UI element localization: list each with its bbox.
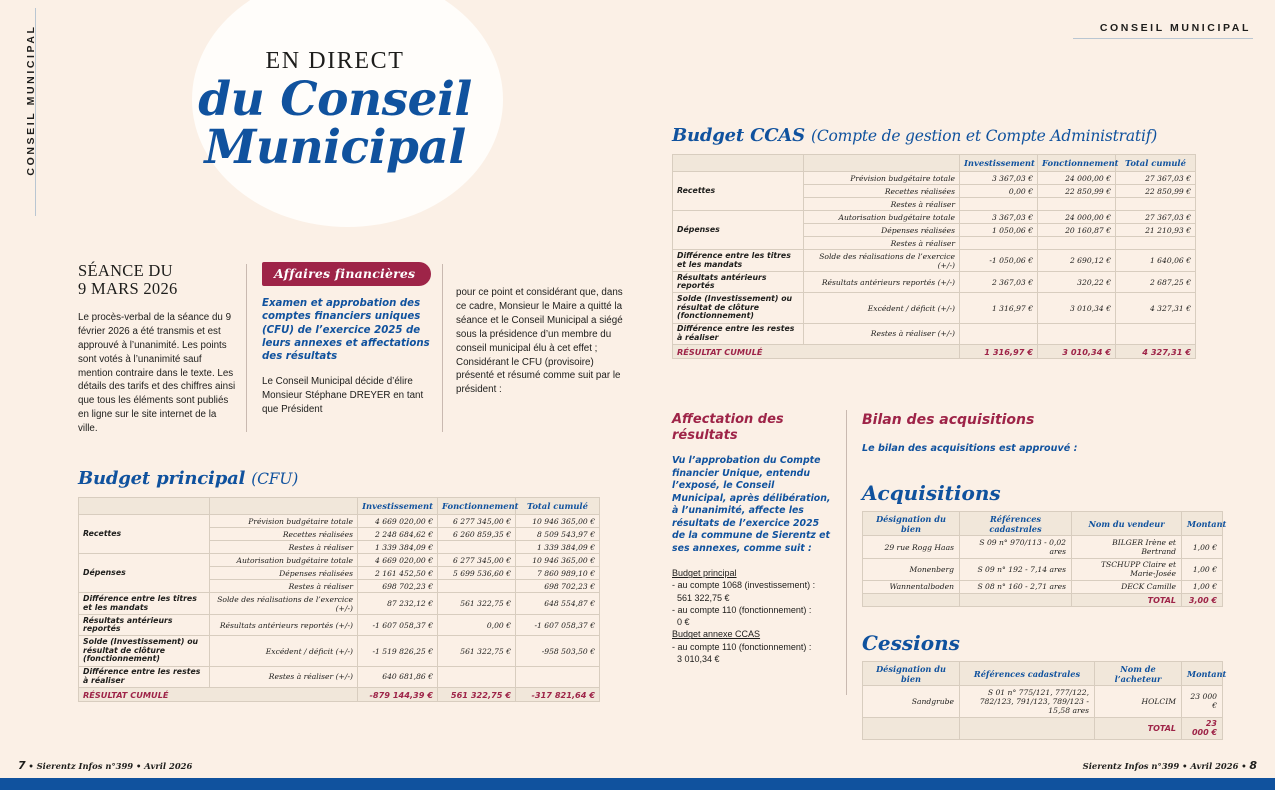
cell-fonc: 24 000,00 € xyxy=(1038,211,1116,224)
cell-tot: 27 367,03 € xyxy=(1116,172,1196,185)
cell-inv: 1 339 384,09 € xyxy=(358,541,438,554)
cell-fonc xyxy=(438,666,516,687)
cell-bien: Monenberg xyxy=(863,558,960,580)
row-description: Dépenses réalisées xyxy=(210,567,358,580)
cell-fonc: 3 010,34 € xyxy=(1038,293,1116,323)
hero-kicker: EN DIRECT xyxy=(265,48,405,74)
table-row xyxy=(863,686,1223,717)
table-header-row xyxy=(673,155,1196,172)
budget-principal-heading xyxy=(78,468,603,489)
table-total-row xyxy=(79,688,600,702)
cell-inv: 3 367,03 € xyxy=(960,172,1038,185)
cell-ref: S 09 n° 970/113 - 0,02 ares xyxy=(960,536,1072,558)
budget-principal-section xyxy=(78,468,603,702)
top-right-rubric xyxy=(1073,22,1253,39)
footer-bar xyxy=(0,778,1275,790)
bilan-heading: Bilan des acquisitions xyxy=(862,412,1035,428)
table-row xyxy=(79,515,600,528)
cell-inv xyxy=(960,198,1038,211)
acquisitions-table xyxy=(862,511,1227,607)
table-row xyxy=(79,554,600,567)
cell-tot: 8 509 543,97 € xyxy=(516,528,600,541)
cell-tot: 21 210,93 € xyxy=(1116,224,1196,237)
column-header-4: Fonctionnement xyxy=(1038,155,1116,172)
total-label: RÉSULTAT CUMULÉ xyxy=(673,345,960,359)
cell-tot: 4 327,31 € xyxy=(1116,293,1196,323)
continuation-body: pour ce point et considérant que, dans ce cadre, Monsieur le Maire a quitté la séance et le Conseil Municipal a siégé sous la présidence d’un membre du conseil municipal élu à cet effet ; Considérant le CFU (provisoire) présenté et résumé comme suit par le président : xyxy=(456,287,623,396)
total-label: RÉSULTAT CUMULÉ xyxy=(79,688,358,702)
row-group-label: Dépenses xyxy=(673,211,804,250)
footer-right-page: 8 xyxy=(1249,759,1257,772)
table-row xyxy=(673,172,1196,185)
cell-tot: 1 339 384,09 € xyxy=(516,541,600,554)
hero-title-line1: du Conseil xyxy=(198,72,472,127)
table-row xyxy=(79,666,600,687)
cell-fonc: 2 690,12 € xyxy=(1038,250,1116,272)
total-label: TOTAL xyxy=(1072,594,1182,607)
table-row xyxy=(673,211,1196,224)
cell-tot xyxy=(516,666,600,687)
intro-col-affaires xyxy=(262,262,434,417)
column-header-3: Nom de l’acheteur xyxy=(1095,662,1182,686)
column-header-5: Total cumulé xyxy=(516,498,600,515)
cell-inv: 3 367,03 € xyxy=(960,211,1038,224)
cell-fonc xyxy=(1038,198,1116,211)
row-group-label: Différence entre les restes à réaliser xyxy=(79,666,210,687)
row-description: Solde des réalisations de l’exercice (+/-) xyxy=(804,250,960,272)
table-row xyxy=(673,293,1196,323)
affectation-block2-line1: - au compte 110 (fonctionnement) : xyxy=(672,641,812,652)
cell-inv: 4 669 020,00 € xyxy=(358,554,438,567)
affectation-divider xyxy=(846,410,847,695)
column-header-3: Investissement xyxy=(960,155,1038,172)
cell-fonc: 6 260 859,35 € xyxy=(438,528,516,541)
budget-ccas-table xyxy=(672,154,1196,359)
cell-fonc: 561 322,75 € xyxy=(438,636,516,666)
column-header-1 xyxy=(673,155,804,172)
row-description: Restes à réaliser xyxy=(210,580,358,593)
affectation-section xyxy=(672,412,832,665)
top-rubric-label: CONSEIL MUNICIPAL xyxy=(1099,22,1251,34)
cell-tot: 7 860 989,10 € xyxy=(516,567,600,580)
row-description: Restes à réaliser xyxy=(804,198,960,211)
bilan-lead: Le bilan des acquisitions est approuvé : xyxy=(862,442,1078,454)
table-header-row xyxy=(79,498,600,515)
column-header-2: Références cadastrales xyxy=(960,512,1072,536)
row-description: Dépenses réalisées xyxy=(804,224,960,237)
intro-col-seance xyxy=(78,262,238,436)
cell-ref: S 09 n° 192 - 7,14 ares xyxy=(960,558,1072,580)
row-description: Autorisation budgétaire totale xyxy=(210,554,358,567)
affaires-body: Le Conseil Municipal décide d’élire Monsieur Stéphane DREYER en tant que Président xyxy=(262,376,424,416)
cell-inv: -1 519 826,25 € xyxy=(358,636,438,666)
row-description: Restes à réaliser xyxy=(804,237,960,250)
table-header-row xyxy=(863,512,1223,536)
cell-montant: 1,00 € xyxy=(1182,536,1223,558)
total-empty-2 xyxy=(960,594,1072,607)
table-row xyxy=(863,580,1223,593)
total-value-1: -879 144,39 € xyxy=(358,688,438,702)
cell-inv: 1 050,06 € xyxy=(960,224,1038,237)
row-group-label: Différence entre les titres et les mandats xyxy=(673,250,804,272)
cell-inv: 2 161 452,50 € xyxy=(358,567,438,580)
cell-tot: 10 946 365,00 € xyxy=(516,515,600,528)
cell-inv: 640 681,86 € xyxy=(358,666,438,687)
cell-tot: 10 946 365,00 € xyxy=(516,554,600,567)
cell-nom: DECK Camille xyxy=(1072,580,1182,593)
intro-col-continuation xyxy=(456,262,626,397)
cell-fonc: 561 322,75 € xyxy=(438,593,516,615)
affectation-block2-title: Budget annexe CCAS xyxy=(672,629,761,640)
row-group-label: Dépenses xyxy=(79,554,210,593)
column-header-4: Fonctionnement xyxy=(438,498,516,515)
column-header-3: Investissement xyxy=(358,498,438,515)
top-rubric-rule xyxy=(1073,38,1253,39)
affectation-block2-line2: 3 010,34 € xyxy=(677,653,720,664)
cell-inv: 698 702,23 € xyxy=(358,580,438,593)
footer-left-page: 7 xyxy=(18,759,26,772)
cell-inv: 4 669 020,00 € xyxy=(358,515,438,528)
affectation-block1-title: Budget principal xyxy=(672,568,737,579)
cell-inv: -1 607 058,37 € xyxy=(358,615,438,636)
table-row xyxy=(673,272,1196,293)
intro-divider-2 xyxy=(442,264,443,432)
row-description: Résultats antérieurs reportés (+/-) xyxy=(804,272,960,293)
table-header-row xyxy=(863,662,1223,686)
row-description: Résultats antérieurs reportés (+/-) xyxy=(210,615,358,636)
table-row xyxy=(79,615,600,636)
row-group-label: Résultats antérieurs reportés xyxy=(673,272,804,293)
total-montant: 23 000 € xyxy=(1182,717,1223,739)
cell-montant: 1,00 € xyxy=(1182,580,1223,593)
row-description: Restes à réaliser (+/-) xyxy=(804,323,960,344)
budget-principal-title: Budget principal xyxy=(78,468,246,489)
affaires-lead: Examen et approbation des comptes financiers uniques (CFU) de l’exercice 2025 de leurs annexes et affectations des résultats xyxy=(262,298,430,362)
cell-inv: 2 248 684,62 € xyxy=(358,528,438,541)
cell-bien: Sandgrube xyxy=(863,686,960,717)
cell-nom: TSCHUPP Claire et Marie-Josée xyxy=(1072,558,1182,580)
hero-title-block xyxy=(120,48,550,175)
row-group-label: Recettes xyxy=(79,515,210,554)
acquisitions-heading: Acquisitions xyxy=(862,481,1001,506)
column-header-1 xyxy=(79,498,210,515)
affectation-block1-line1: - au compte 1068 (investissement) : xyxy=(672,580,816,591)
cell-inv xyxy=(960,237,1038,250)
cell-inv xyxy=(960,323,1038,344)
left-rubric xyxy=(8,8,42,216)
footer-left-text: • Sierentz Infos n°399 • Avril 2026 xyxy=(28,761,193,771)
cessions-heading: Cessions xyxy=(862,631,960,656)
table-total-row xyxy=(863,717,1223,739)
column-header-2 xyxy=(210,498,358,515)
seance-title-line2: 9 MARS 2026 xyxy=(78,279,178,299)
intro-divider-1 xyxy=(246,264,247,432)
row-description: Solde des réalisations de l’exercice (+/-) xyxy=(210,593,358,615)
cell-fonc: 24 000,00 € xyxy=(1038,172,1116,185)
left-rubric-label: CONSEIL MUNICIPAL xyxy=(25,24,37,176)
column-header-3: Nom du vendeur xyxy=(1072,512,1182,536)
hero-title-line2: Municipal xyxy=(204,119,466,175)
cell-fonc: 0,00 € xyxy=(438,615,516,636)
budget-ccas-heading xyxy=(672,125,1197,146)
total-montant: 3,00 € xyxy=(1182,594,1223,607)
cell-tot: 1 640,06 € xyxy=(1116,250,1196,272)
column-header-4: Montant xyxy=(1182,512,1223,536)
seance-title-line1: SÉANCE DU xyxy=(78,261,173,280)
cell-montant: 23 000 € xyxy=(1182,686,1223,717)
column-header-1: Désignation du bien xyxy=(863,512,960,536)
bilan-section xyxy=(862,412,1227,740)
affectation-detail xyxy=(672,567,832,665)
cell-nom: BILGER Irène et Bertrand xyxy=(1072,536,1182,558)
row-description: Prévision budgétaire totale xyxy=(210,515,358,528)
row-group-label: Solde (Investissement) ou résultat de clôture (fonctionnement) xyxy=(79,636,210,666)
budget-ccas-section xyxy=(672,125,1197,359)
cell-fonc xyxy=(1038,323,1116,344)
cell-fonc xyxy=(438,541,516,554)
cell-fonc xyxy=(438,580,516,593)
total-value-3: -317 821,64 € xyxy=(516,688,600,702)
cell-fonc: 22 850,99 € xyxy=(1038,185,1116,198)
cell-tot xyxy=(1116,323,1196,344)
budget-ccas-subtitle: (Compte de gestion et Compte Administratif) xyxy=(811,127,1158,145)
total-value-1: 1 316,97 € xyxy=(960,345,1038,359)
affectation-block1-line2: 561 322,75 € xyxy=(677,592,730,603)
total-empty-2 xyxy=(960,717,1095,739)
cell-fonc: 20 160,87 € xyxy=(1038,224,1116,237)
table-row xyxy=(863,558,1223,580)
table-total-row xyxy=(863,594,1223,607)
cell-tot: -1 607 058,37 € xyxy=(516,615,600,636)
row-description: Restes à réaliser (+/-) xyxy=(210,666,358,687)
total-value-3: 4 327,31 € xyxy=(1116,345,1196,359)
intro-columns xyxy=(78,262,638,434)
cell-ref: S 08 n° 160 - 2,71 ares xyxy=(960,580,1072,593)
total-empty-1 xyxy=(863,594,960,607)
footer-right-text: Sierentz Infos n°399 • Avril 2026 • xyxy=(1082,761,1247,771)
budget-principal-subtitle: (CFU) xyxy=(251,470,299,488)
row-description: Autorisation budgétaire totale xyxy=(804,211,960,224)
affectation-block1-line3: - au compte 110 (fonctionnement) : xyxy=(672,604,812,615)
row-description: Recettes réalisées xyxy=(210,528,358,541)
column-header-2 xyxy=(804,155,960,172)
total-label: TOTAL xyxy=(1095,717,1182,739)
affectation-heading-line2: résultats xyxy=(672,427,738,443)
cell-tot xyxy=(1116,237,1196,250)
cell-bien: 29 rue Rogg Haas xyxy=(863,536,960,558)
affectation-heading xyxy=(672,412,832,443)
cell-bien: Wannentalboden xyxy=(863,580,960,593)
row-description: Excédent / déficit (+/-) xyxy=(804,293,960,323)
row-group-label: Recettes xyxy=(673,172,804,211)
cell-fonc: 6 277 345,00 € xyxy=(438,554,516,567)
footer-right xyxy=(1083,759,1257,772)
affectation-lead: Vu l’approbation du Compte financier Unique, entendu l’exposé, le Conseil Municipal, après délibération, à l’unanimité, affecte les résultats de l’exercice 2025 de la commune de Sierentz et ses annexes, comme suit : xyxy=(672,455,831,554)
table-row xyxy=(673,250,1196,272)
cell-nom: HOLCIM xyxy=(1095,686,1182,717)
row-description: Restes à réaliser xyxy=(210,541,358,554)
cell-tot: 2 687,25 € xyxy=(1116,272,1196,293)
cessions-table xyxy=(862,661,1227,740)
cell-tot: 22 850,99 € xyxy=(1116,185,1196,198)
cell-tot: 27 367,03 € xyxy=(1116,211,1196,224)
row-description: Recettes réalisées xyxy=(804,185,960,198)
budget-principal-table xyxy=(78,497,600,702)
cell-inv: 2 367,03 € xyxy=(960,272,1038,293)
column-header-1: Désignation du bien xyxy=(863,662,960,686)
total-value-2: 3 010,34 € xyxy=(1038,345,1116,359)
cell-fonc xyxy=(1038,237,1116,250)
row-group-label: Solde (Investissement) ou résultat de clôture (fonctionnement) xyxy=(673,293,804,323)
cell-ref: S 01 n° 775/121, 777/122, 782/123, 791/123, 789/123 - 15,58 ares xyxy=(960,686,1095,717)
cell-inv: 1 316,97 € xyxy=(960,293,1038,323)
footer-left xyxy=(18,759,192,772)
row-description: Excédent / déficit (+/-) xyxy=(210,636,358,666)
table-row xyxy=(863,536,1223,558)
column-header-5: Total cumulé xyxy=(1116,155,1196,172)
column-header-4: Montant xyxy=(1182,662,1223,686)
affaires-financieres-badge: Affaires financières xyxy=(262,262,431,286)
cell-tot: 648 554,87 € xyxy=(516,593,600,615)
table-total-row xyxy=(673,345,1196,359)
row-group-label: Différence entre les titres et les mandats xyxy=(79,593,210,615)
cell-inv: 87 232,12 € xyxy=(358,593,438,615)
cell-tot: 698 702,23 € xyxy=(516,580,600,593)
budget-ccas-title: Budget CCAS xyxy=(672,125,805,146)
cell-inv: 0,00 € xyxy=(960,185,1038,198)
row-group-label: Résultats antérieurs reportés xyxy=(79,615,210,636)
table-row xyxy=(79,593,600,615)
total-value-2: 561 322,75 € xyxy=(438,688,516,702)
table-row xyxy=(673,323,1196,344)
row-description: Prévision budgétaire totale xyxy=(804,172,960,185)
affectation-heading-line1: Affectation des xyxy=(672,412,784,427)
cell-fonc: 320,22 € xyxy=(1038,272,1116,293)
seance-body: Le procès-verbal de la séance du 9 février 2026 a été transmis et est approuvé à l’unanimité. Les points sont votés à l’unanimité sauf mention contraire dans le texte. Les détails des tarifs et des chiffres ainsi que tous les éléments sont publiés en ligne sur le site internet de la ville. xyxy=(78,311,236,435)
cell-montant: 1,00 € xyxy=(1182,558,1223,580)
table-row xyxy=(79,636,600,666)
cell-tot xyxy=(1116,198,1196,211)
cell-fonc: 6 277 345,00 € xyxy=(438,515,516,528)
affectation-block1-line4: 0 € xyxy=(677,617,690,628)
column-header-2: Références cadastrales xyxy=(960,662,1095,686)
cell-tot: -958 503,50 € xyxy=(516,636,600,666)
row-group-label: Différence entre les restes à réaliser xyxy=(673,323,804,344)
cell-inv: -1 050,06 € xyxy=(960,250,1038,272)
total-empty-1 xyxy=(863,717,960,739)
cell-fonc: 5 699 536,60 € xyxy=(438,567,516,580)
